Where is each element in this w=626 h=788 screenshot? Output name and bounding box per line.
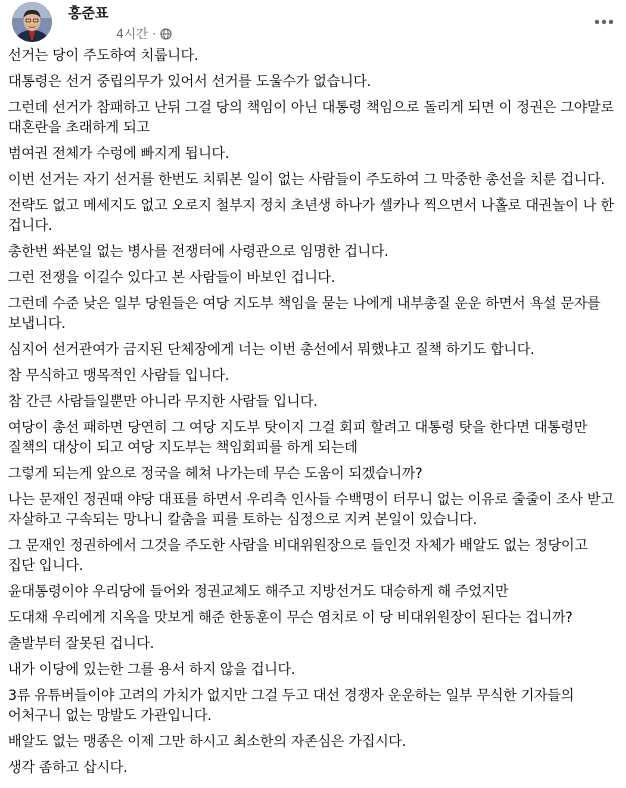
post-header bbox=[0, 0, 626, 46]
post-paragraph: 생각 좀하고 삽시다. bbox=[8, 760, 128, 776]
post-paragraph: 이번 선거는 자기 선거를 한번도 치뤄본 일이 없는 사람들이 주도하여 그 막중한 총선을 치룬 겁니다. bbox=[8, 172, 605, 188]
post-paragraph: 배알도 없는 맹종은 이제 그만 하시고 최소한의 자존심은 가집시다. bbox=[8, 734, 406, 750]
more-options-icon[interactable] bbox=[586, 8, 622, 36]
post-paragraph: 3류 유튜버들이야 고려의 가치가 없지만 그걸 두고 대선 경쟁자 운운하는 일부 무식한 기자들의 어처구니 없는 망발도 가관입니다. bbox=[8, 688, 575, 724]
post-paragraph: 범여권 전체가 수렁에 빠지게 됩니다. bbox=[8, 146, 230, 162]
post-paragraph: 심지어 선거관여가 금지된 단체장에게 너는 이번 총선에서 뭐했냐고 질책 하기도 합니다. bbox=[8, 342, 535, 358]
post-paragraph: 그 문재인 정권하에서 그것을 주도한 사람을 비대위원장으로 들인것 자체가 배알도 없는 정당이고 집단 입니다. bbox=[8, 538, 588, 574]
post-paragraph: 총한번 쏴본일 없는 병사를 전쟁터에 사령관으로 임명한 겁니다. bbox=[8, 244, 389, 260]
post-paragraph: 참 무식하고 맹목적인 사람들 입니다. bbox=[8, 368, 230, 384]
post-meta bbox=[116, 26, 172, 42]
post-paragraph: 출발부터 잘못된 겁니다. bbox=[8, 636, 154, 652]
post-timestamp[interactable]: 4시간 bbox=[116, 26, 149, 41]
avatar[interactable] bbox=[12, 2, 52, 42]
post-paragraph: 그런데 선거가 참패하고 난뒤 그걸 당의 책임이 아닌 대통령 책임으로 돌리게 되면 이 정권은 그야말로 대혼란을 초래하게 되고 bbox=[8, 100, 614, 136]
post-paragraph: 윤대통령이야 우리당에 들어와 정권교체도 해주고 지방선거도 대승하게 해 주었지만 bbox=[8, 584, 509, 600]
post-paragraph: 대통령은 선거 중립의무가 있어서 선거를 도울수가 없습니다. bbox=[8, 74, 371, 90]
post-paragraph: 여당이 총선 패하면 당연히 그 여당 지도부 탓이지 그걸 회피 할려고 대통령 탓을 한다면 대통령만 질책의 대상이 되고 여당 지도부는 책임회피를 하게 되는데 bbox=[8, 420, 588, 456]
post-paragraph: 그런데 수준 낮은 일부 당원들은 여당 지도부 책임을 묻는 나에게 내부총질 운운 하면서 욕설 문자를 보냅니다. bbox=[8, 296, 601, 332]
profile-photo bbox=[12, 2, 52, 42]
globe-icon[interactable] bbox=[160, 28, 172, 44]
post-paragraph: 그런 전쟁을 이길수 있다고 본 사람들이 바보인 겁니다. bbox=[8, 270, 336, 286]
meta-separator: · bbox=[152, 26, 157, 41]
post-paragraph: 도대채 우리에게 지옥을 맛보게 해준 한동훈이 무슨 염치로 이 당 비대위원장이 된다는 겁니까? bbox=[8, 610, 573, 626]
post-paragraph: 그렇게 되는게 앞으로 정국을 헤쳐 나가는데 무슨 도움이 되겠습니까? bbox=[8, 466, 423, 482]
post-paragraph: 내가 이당에 있는한 그를 용서 하지 않을 겁니다. bbox=[8, 662, 296, 678]
author-name[interactable]: 홍준표 bbox=[68, 6, 109, 22]
post-paragraph: 전략도 없고 메세지도 없고 오로지 철부지 정치 초년생 하나가 셀카나 찍으면서 나홀로 대권놀이 나 한 겁니다. bbox=[8, 198, 614, 234]
post-paragraph: 선거는 당이 주도하여 치룹니다. bbox=[8, 48, 199, 64]
post-body bbox=[8, 46, 618, 784]
post-paragraph: 참 간큰 사람들일뿐만 아니라 무지한 사람들 입니다. bbox=[8, 394, 318, 410]
post-paragraph: 나는 문재인 정권때 야당 대표를 하면서 우리측 인사들 수백명이 터무니 없는 이유로 줄줄이 조사 받고 자살하고 구속되는 망나니 칼춤을 피를 토하는 심정으로 지켜 본일이 있습니다. bbox=[8, 492, 614, 528]
